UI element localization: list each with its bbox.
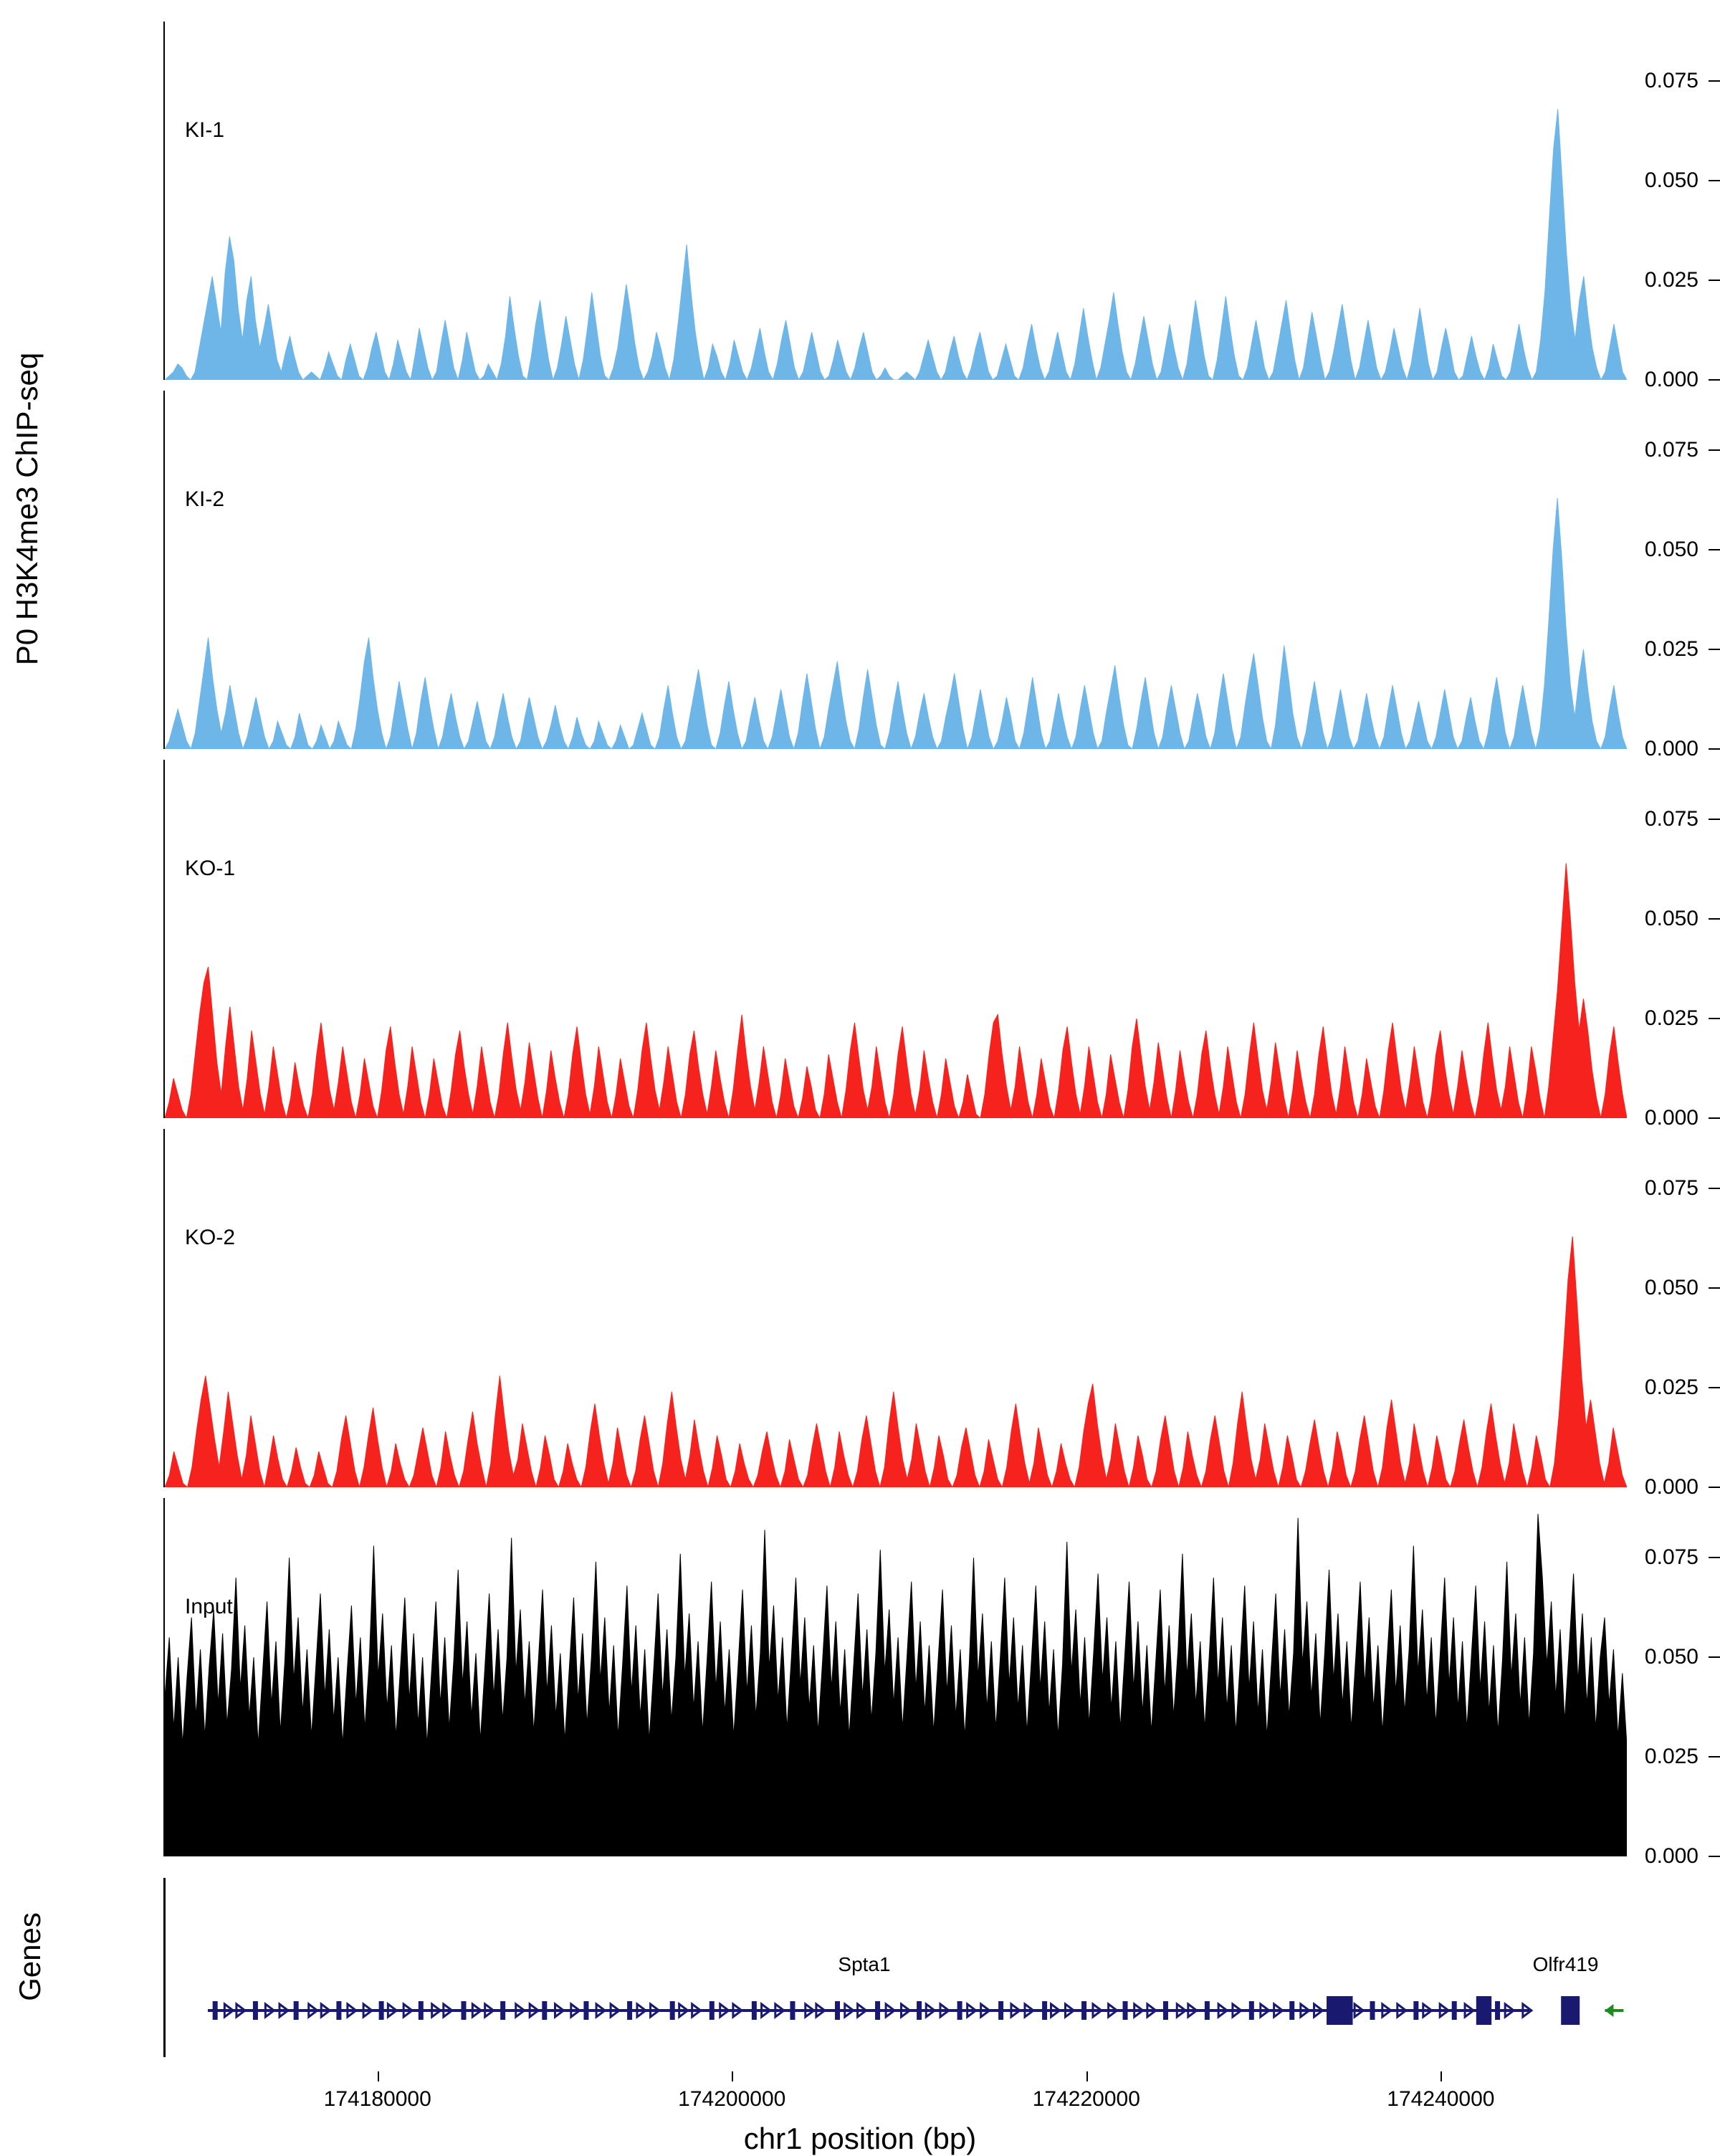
- track-plot-area: [165, 1129, 1627, 1487]
- x-tick-label: 174200000: [678, 2087, 786, 2111]
- gene-track-panel: [0, 1878, 1720, 2093]
- y-tick-mark: [1709, 1487, 1720, 1488]
- gene-label-olfr419: Olfr419: [1532, 1953, 1599, 1975]
- x-tick-mark: [732, 2071, 733, 2081]
- y-tick-mark: [1709, 180, 1720, 181]
- gene-label-spta1: Spta1: [838, 1953, 891, 1975]
- x-tick-label: 174220000: [1032, 2087, 1140, 2111]
- track-label-ko-1: KO-1: [185, 857, 236, 880]
- x-tick-mark: [1440, 2071, 1442, 2081]
- y-tick-label: 0.075: [1644, 807, 1698, 831]
- track-plot-area: [165, 760, 1627, 1118]
- y-tick-label: 0.050: [1644, 1276, 1698, 1300]
- track-ko-2: [0, 1129, 1720, 1499]
- track-ki-1: [0, 22, 1720, 391]
- track-input: [0, 1498, 1720, 1868]
- y-tick-mark: [1709, 379, 1720, 381]
- y-tick-mark: [1709, 819, 1720, 820]
- y-tick-label: 0.000: [1644, 1106, 1698, 1130]
- y-tick-mark: [1709, 280, 1720, 281]
- track-label-ki-1: KI-1: [185, 118, 225, 142]
- y-tick-mark: [1709, 1018, 1720, 1019]
- y-tick-label: 0.075: [1644, 1545, 1698, 1570]
- y-tick-mark: [1709, 1656, 1720, 1658]
- y-tick-label: 0.000: [1644, 1844, 1698, 1868]
- y-tick-label: 0.075: [1644, 69, 1698, 93]
- track-ki-2: [0, 391, 1720, 760]
- y-tick-label: 0.025: [1644, 268, 1698, 292]
- gene-model-graphic: [0, 1878, 1720, 2093]
- x-axis: [0, 2071, 1720, 2155]
- y-tick-label: 0.050: [1644, 538, 1698, 562]
- x-tick-mark: [378, 2071, 379, 2081]
- track-label-input: Input: [185, 1595, 233, 1618]
- y-tick-mark: [1709, 918, 1720, 920]
- track-label-ko-2: KO-2: [185, 1226, 236, 1249]
- y-tick-label: 0.075: [1644, 1176, 1698, 1201]
- y-tick-label: 0.050: [1644, 1645, 1698, 1669]
- y-tick-mark: [1709, 748, 1720, 750]
- y-tick-label: 0.000: [1644, 737, 1698, 760]
- y-tick-label: 0.025: [1644, 1006, 1698, 1031]
- y-tick-label: 0.050: [1644, 168, 1698, 193]
- track-plot-area: [165, 22, 1627, 380]
- y-tick-label: 0.025: [1644, 1745, 1698, 1769]
- y-tick-label: 0.025: [1644, 637, 1698, 662]
- y-tick-mark: [1709, 1756, 1720, 1757]
- y-tick-label: 0.025: [1644, 1375, 1698, 1400]
- track-plot-area: [165, 391, 1627, 749]
- y-tick-mark: [1709, 549, 1720, 550]
- track-label-ki-2: KI-2: [185, 487, 225, 511]
- y-tick-mark: [1709, 649, 1720, 650]
- y-tick-label: 0.000: [1644, 1475, 1698, 1499]
- y-tick-mark: [1709, 1287, 1720, 1289]
- x-tick-mark: [1086, 2071, 1088, 2081]
- track-ko-1: [0, 760, 1720, 1130]
- y-tick-label: 0.000: [1644, 368, 1698, 391]
- track-plot-area: [165, 1498, 1627, 1856]
- y-axis-label: P0 H3K4me3 ChIP-seq: [10, 352, 44, 666]
- y-tick-mark: [1709, 1387, 1720, 1388]
- y-tick-mark: [1709, 1117, 1720, 1119]
- y-tick-mark: [1709, 1557, 1720, 1558]
- y-tick-mark: [1709, 1188, 1720, 1189]
- x-tick-label: 174240000: [1387, 2087, 1495, 2111]
- y-tick-mark: [1709, 1856, 1720, 1857]
- y-tick-label: 0.075: [1644, 438, 1698, 462]
- x-axis-label: chr1 position (bp): [743, 2122, 977, 2155]
- genes-axis-label: Genes: [13, 1912, 47, 2001]
- x-tick-label: 174180000: [323, 2087, 431, 2111]
- y-tick-label: 0.050: [1644, 907, 1698, 931]
- y-tick-mark: [1709, 80, 1720, 82]
- y-tick-mark: [1709, 449, 1720, 451]
